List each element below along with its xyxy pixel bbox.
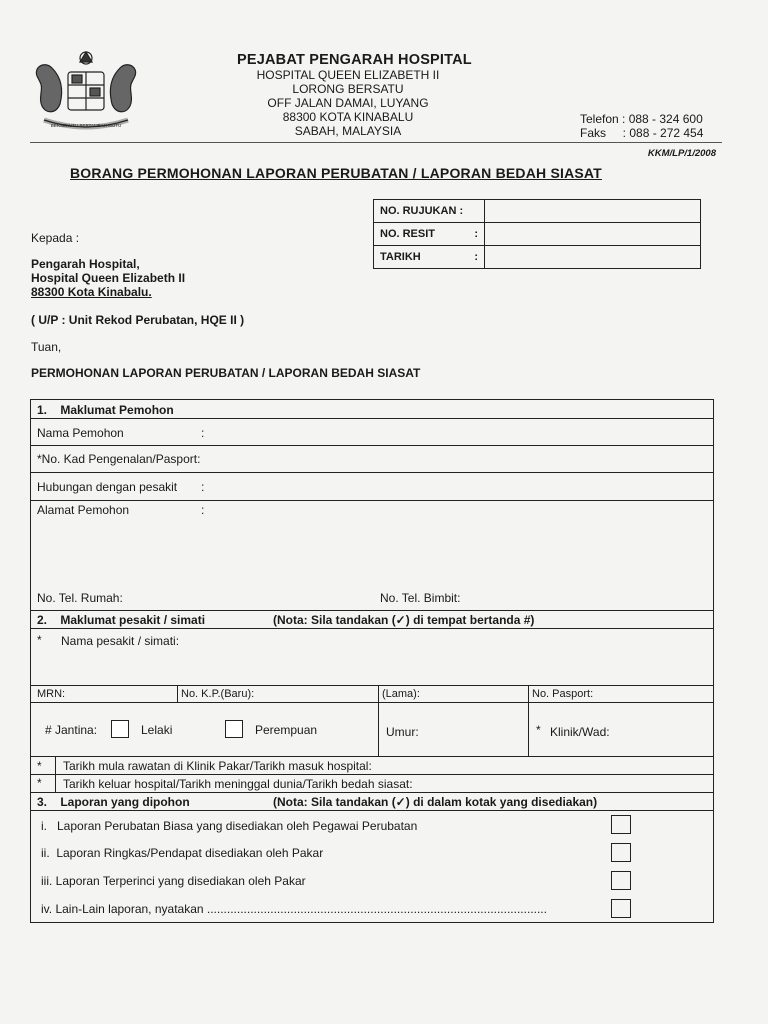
patient-name-field[interactable]	[31, 685, 713, 686]
reference-box	[373, 199, 701, 269]
header-divider	[30, 142, 722, 143]
address-label: Alamat Pemohon	[37, 503, 130, 517]
report-option-4-checkbox[interactable]	[611, 899, 631, 918]
report-option-3-checkbox[interactable]	[611, 871, 631, 890]
male-label: Lelaki	[141, 723, 173, 737]
subject-line: PERMOHONAN LAPORAN PERUBATAN / LAPORAN BEDAH SIASAT	[31, 366, 421, 380]
report-option-4: iv. Lain-Lain laporan, nyatakan ......................................................................................................	[41, 902, 547, 916]
clinic-ward-label: Klinik/Wad:	[550, 725, 610, 739]
patient-name-label: Nama pesakit / simati:	[61, 634, 180, 648]
recipient-line: Pengarah Hospital,	[31, 257, 140, 271]
report-option-3: iii. Laporan Terperinci yang disediakan oleh Pakar	[41, 874, 306, 888]
ic-passport-field[interactable]	[31, 472, 713, 473]
attention-line: ( U/P : Unit Rekod Perubatan, HQE II )	[31, 313, 245, 327]
passport-label: No. Pasport:	[532, 688, 594, 700]
date-label: TARIKH :	[374, 246, 485, 269]
admission-date-label: Tarikh mula rawatan di Klinik Pakar/Tarikh masuk hospital:	[63, 759, 372, 773]
asterisk: *	[37, 759, 42, 773]
report-option-1: i. Laporan Perubatan Biasa yang disediakan oleh Pegawai Perubatan	[41, 819, 418, 833]
mobile-phone-label: No. Tel. Bimbit:	[380, 591, 461, 605]
home-phone-label: No. Tel. Rumah:	[37, 591, 123, 605]
colon: :	[201, 426, 205, 440]
address-line: LORONG BERSATU	[292, 82, 404, 96]
recipient-line: 88300 Kota Kinabalu.	[31, 285, 152, 299]
ic-passport-label: *No. Kad Pengenalan/Pasport:	[37, 452, 201, 466]
section2-note: (Nota: Sila tandakan (✓) di tempat bertanda #)	[273, 613, 535, 627]
age-label: Umur:	[386, 725, 419, 739]
form-code: KKM/LP/1/2008	[647, 148, 716, 159]
section2-title: 2. Maklumat pesakit / simati	[37, 613, 206, 627]
recipient-line: Hospital Queen Elizabeth II	[31, 271, 186, 285]
section1-title: 1. Maklumat Pemohon	[37, 403, 174, 417]
address-line: SABAH, MALAYSIA	[294, 124, 402, 138]
colon: :	[201, 503, 205, 517]
mrn-label: MRN:	[37, 688, 66, 700]
phone-number: Telefon : 088 - 324 600	[580, 112, 703, 126]
office-title: PEJABAT PENGARAH HOSPITAL	[237, 52, 472, 68]
report-option-1-checkbox[interactable]	[611, 815, 631, 834]
colon: :	[201, 480, 205, 494]
asterisk: *	[37, 776, 42, 790]
malaysia-coat-of-arms-icon	[30, 48, 142, 138]
receipt-label: NO. RESIT :	[374, 223, 485, 246]
address-line: OFF JALAN DAMAI, LUYANG	[267, 96, 429, 110]
address-line: 88300 KOTA KINABALU	[282, 110, 414, 124]
applicant-name-field[interactable]	[31, 445, 713, 446]
new-ic-label: No. K.P.(Baru):	[181, 688, 255, 700]
report-option-2-checkbox[interactable]	[611, 843, 631, 862]
male-checkbox[interactable]	[111, 720, 129, 738]
section3-title: 3. Laporan yang dipohon	[37, 795, 190, 809]
form-title: BORANG PERMOHONAN LAPORAN PERUBATAN / LAPORAN BEDAH SIASAT	[70, 165, 602, 181]
address-line: HOSPITAL QUEEN ELIZABETH II	[256, 68, 440, 82]
date-field[interactable]	[485, 246, 701, 269]
discharge-date-label: Tarikh keluar hospital/Tarikh meninggal dunia/Tarikh bedah siasat:	[63, 777, 413, 791]
kepada-label: Kepada :	[31, 231, 80, 245]
ref-number-field[interactable]	[485, 200, 701, 223]
asterisk: *	[37, 633, 42, 647]
old-ic-label: (Lama):	[382, 688, 420, 700]
relationship-field[interactable]	[31, 500, 713, 501]
salutation: Tuan,	[31, 340, 62, 354]
report-option-2: ii. Laporan Ringkas/Pendapat disediakan oleh Pakar	[41, 846, 324, 860]
application-form	[30, 399, 714, 923]
receipt-number-field[interactable]	[485, 223, 701, 246]
applicant-name-label: Nama Pemohon	[37, 426, 124, 440]
asterisk: *	[536, 723, 541, 737]
female-checkbox[interactable]	[225, 720, 243, 738]
relationship-label: Hubungan dengan pesakit	[37, 480, 178, 494]
fax-number: Faks : 088 - 272 454	[580, 126, 704, 140]
section3-note: (Nota: Sila tandakan (✓) di dalam kotak yang disediakan)	[273, 795, 598, 809]
gender-label: # Jantina:	[45, 723, 98, 737]
ref-label: NO. RUJUKAN :	[374, 200, 485, 223]
female-label: Perempuan	[255, 723, 318, 737]
svg-text:BERSEKUTU BERTAMBAH MUTU: BERSEKUTU BERTAMBAH MUTU	[50, 123, 122, 128]
